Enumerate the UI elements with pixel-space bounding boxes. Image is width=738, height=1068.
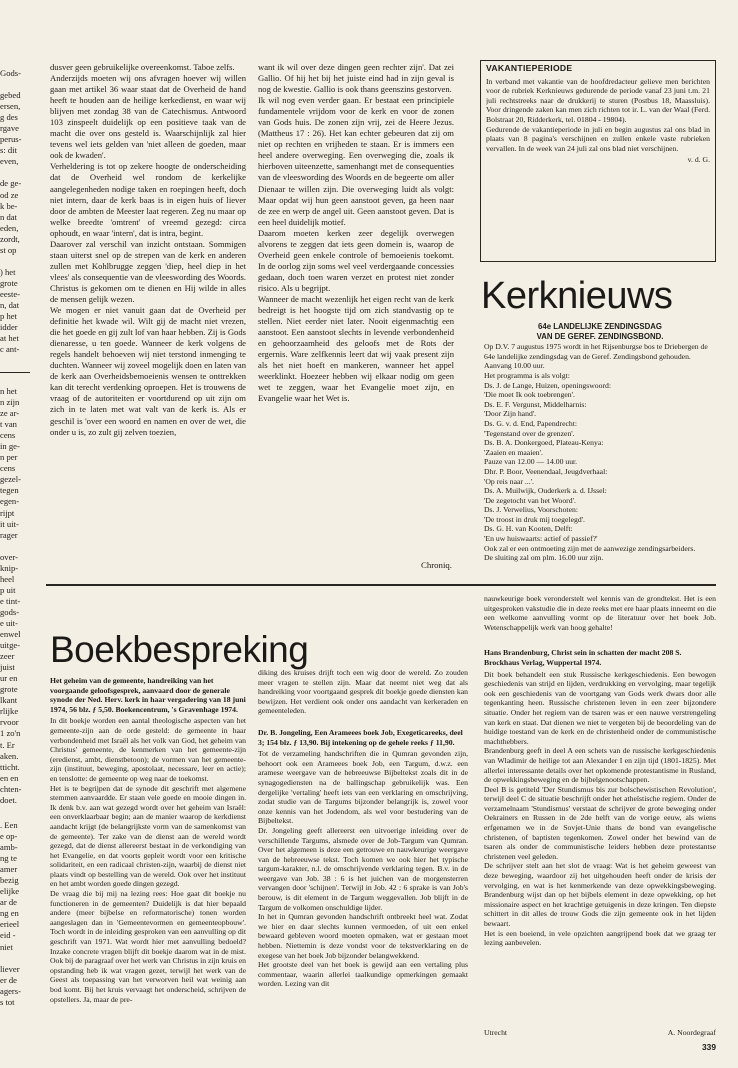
article-column-2-text: want ik wil over deze dingen geen rechter zijn'. Dat zei Gallio. Of hij het bij het juiste eind had in zijn geval is nog de kwestie. Gallio is ook thans geenszins gestorven. Ik wil nog even verder gaan. Er bestaat een principiele fundamentele vrijdom voor de kerk en voor de zonen van Gods huis. De zonen zijn vrij, zei de Heere Jezus. (Mattheus 17 : 26). Het kan echter gebeuren dat zij om niet op rechten en vrijheden te staan. Er is immers een heel andere overweging. Een overweging die, zoals ik hierboven uiteenzette, samenhangt met de consequenties van de vleeswording des Woords en de begeerte om aller Dienaar te willen zijn. Die overweging luidt als volgt: Maar opdat wij hun geen aanstoot geven, ga heen naar de zee en werp de angel uit. Geen aanstoot geven. Dat is een heel duidelijk motief. Daarom moeten kerken zeer degelijk overwegen alvorens te zeggen dat iets geen domein is, waarop de Overheid geen enkele controle of bemoeienis toekomt. In de oorlog zijn soms wel veel verdergaande concessies gedaan, doch toen waren verzet en protest niet zonder risico. Als u begrijpt. Wanneer de macht wezenlijk het eigen recht van de kerk bedreigt is het hoogste tijd om zich standvastig op te stellen. Niet eerder niet later. Nooit eigenmachtig een aanstoot. Een aanstoot slechts in levende verbondenheid en gehoorzaamheid des geloofs met de Rots der ergernis. Ware zelfkennis leert dat wij vaak present zijn als het niet hoeft en mankeren, wanneer het appel weerklinkt. Hoezeer hebben wij elkaar nodig om geen wet te zeggen, waar het Evangelie moet zijn, en Evangelie waar het Wet is.	[258, 62, 454, 404]
kerknieuws-subtitle: 64e LANDELIJKE ZENDINGSDAG VAN DE GEREF. ZENDINGSBOND.	[536, 322, 664, 341]
vacation-notice-content	[486, 64, 710, 258]
kerknieuws-body: Op D.V. 7 augustus 1975 wordt in het Rijsenburgse bos te Driebergen de 64e landelijke zendingsdag van de Geref. Zendingsbond gehouden. Aanvang 10.00 uur. Het programma is als volgt: Ds. J. de Lange, Huizen, openingswoord: 'Die moet Ik ook toebrengen'. Ds. E. F. Vergunst, Middelharnis: 'Door Zijn hand'. Ds. G. v. d. End, Papendrecht: 'Tegenstand over de grenzen'. Ds. B. A. Donkergoed, Plateau-Kenya: 'Zaaien en maaien'. Pauze van 12.00 — 14.00 uur. Dhr. P. Boor, Veenendaal, Jeugdverhaal: 'Op reis naar ...'. Ds. A. Muilwijk, Ouderkerk a. d. IJssel: 'De zegetocht van het Woord'. Ds. J. Verwelius, Voorschoten: 'De troost in druk mij toegelegd'. Ds. G. H. van Kooten, Delft: 'En uw huiswaarts: actief of passief?' Ook zal er een ontmoeting zijn met de aanwezige zendingsarbeiders. De sluiting zal om plm. 16.00 uur zijn.	[484, 342, 708, 563]
review-1-text-part-1: In dit boekje worden een aantal theologische aspecten van het gemeente-zijn aan de orde gesteld: de gemeente in haar verbondenheid met Israël als het volk van God, het geheim van Christus' gemeente, de kenmerken van het gemeente-zijn (eredienst, ambt, dienstbetoon); de vormen van het gemeente-zijn (instituut, beweging, apostolaat, necessare, leer en actie); en tenslotte: de gemeente op weg naar de toekomst. Het is te begrijpen dat de synode dit geschrift met algemene stemmen aanvaardde. Er staan vele goede en mooie dingen in. Ik denk b.v. aan wat gezegd wordt over het geheim van Israël: een onverklaarbaar begin; aan de manier waarop de kerkdienst aandacht krijgt (de belangrijkste vorm van de samenkomst van de gemeente). Ter zake van de dienst aan de wereld wordt gezegd, dat de dienst allereerst bestaat in de verkondiging van het Evangelie, en dat voorts gepleit wordt voor een kritische solidariteit, en een radicaal christen-zijn, waarbij de dienst niet plaats vindt op bestelling van de wereld. Ook over het instituut en het ambt worden goede dingen gezegd. De vraag die bij mij na lezing rees: Hoe gaat dit boekje nu functioneren in de gemeenten? Duidelijk is dat hier bepaald andere (meer bijbelse en reformatorische) tonen worden aangeslagen dan in 'Gemeentevormen en gemeenteopbouw'. Toch wordt in de inleiding gesproken van een aanvulling op dit geschrift van 1971. Wat wordt hier met aanvulling bedoeld? Inzake concrete vragen blijft dit boekje daarom wat in de mist. Ook bij de paragraaf over het werk van Christus in zijn kruis en opstanding heb ik wat vragen gezet, terwijl het werk van de Geest als toepassing van het verworven heil wat weinig aan bod komt. Bij het kruis vervaagt het onderscheid, schrijven de opstellers. Ja, maar de pre-	[50, 716, 246, 1004]
review-3-signature: A. Noordegraaf	[667, 1028, 716, 1037]
review-1-heading: Het geheim van de gemeente, handreiking van het voorgaande geloofsgesprek, aanvaard door de generale synode der Ned. Herv. kerk in haar vergadering van 18 juni 1974, 56 blz. ƒ 5,50. Boekencentrum, 's Gravenhage 1974.	[50, 676, 246, 714]
vacation-notice-title: VAKANTIEPERIODE	[486, 64, 573, 73]
review-2-text-part-1: Tot de verzameling handschriften die in Qumran gevonden zijn, behoort ook een Arameees boek Job, een Targum, d.w.z. een aramese weergave van de hebreeuwse Bijbeltekst zoals dit in de synagogediensten na de ballingschap gebruikelijk was. Een dergelijke 'vertaling' heeft iets van een verklaring en omschrijving, zodat studie van de Targums bijzonder belangrijk is, zowel voor onze kennis van het Jodendom, als wel voor bestudering van de Bijbeltekst. Dr. Jongeling geeft allereerst een uitvoerige inleiding over de verschillende Targums, alsmede over de Job-Targum van Qumran. Over het algemeen is deze een getrouwe en nauwkeurige weergave van de hebreeuwse tekst. Toch komen we ook hier het typische targum-karakter, n.l. de omschrijvende verklaring tegen. B.v. in de weergave van Job. 38 : 6 is het juichen van de morgensterren vervangen door 'schijnen'. Terwijl in Job. 42 : 6 sprake is van Job's berouw, is dit element in de Targum weggevallen. Job blijft in de Targum de volkomen onschuldige lijder. In het in Qumran gevonden handschrift ontbreekt heel wat. Zodat we hier en daar slechts kunnen vermoeden, of uit een enkel bewaard gebleven woord moeten opmaken, wat er gestaan moet hebben. Niettemin is deze vondst voor de tekstverklaring en de exegese van het boek Job bijzonder belangwekkend. Het grootste deel van het boek is gewijd aan een vertaling plus commentaar, waarin allerlei taalkundige opmerkingen gemaakt worden. Lezing van dit	[258, 749, 468, 989]
previous-page-fragment-middle: n het n zijn ze ar- t van cens in ge- n per cens gezel- tegen egen- rijpt it uit- rager over- knip- heel p uit e tint- gods- e uit- enwel uitge- zeer juist ur en grote lkant rlijke rvoor 1 zo'n t. Er aken. tticht. en en chten- doet.	[0, 386, 22, 805]
review-3-place: Utrecht	[484, 1028, 508, 1037]
article-signature: Chroniq.	[420, 560, 452, 570]
review-1-column-1	[50, 676, 246, 1036]
previous-page-fragment-top: Gods- gebed ersen, g des rgave perus- s: dit even, de ge- od ze k be- n dat eden, zordt, st op ) het grote eeste- n, dat p het idder at het c ant-	[0, 68, 22, 355]
kerknieuws-column	[484, 322, 716, 572]
review-3-text: Dit boek behandelt een stuk Russische kerkgeschiedenis. Een bewogen geschiedenis van strijd en lijden, verdrukking en vervolging, maar tegelijk ook een geschiedenis van de voortgang van Gods werk dwars door alle tegenkanting heen. Russische christenen leven in een zeer bijzondere situatie. Onder het regiem van de tsaren was er een nauwe verstrengeling van kerk en staat. Dat dienen we niet te vergeten bij de beoordeling van de huidige toestand van de kerk en de christenheid onder de communistische machthebbers. Brandenburg geeft in deel A een schets van de russische kerkgeschiedenis van Wladimir de heilige tot aan Alexander I en zijn tijd (1801-1825). Met allerlei interessante details over het opkomende protestantisme in Rusland, de opwekkingsbeweging en de bijbelgenootschappen. Deel B is getiteld 'Der Stundismus bis zur bolschewistischen Revolution', terwijl deel C de situatie beschrijft onder het atheïstische regiem. Onder de verzamelnaam 'Stundismus' verstaat de schrijver de grote beweging onder Oekrainers en Russen in de 2de helft van de vorige eeuw, als wiens erfgenamen we in de Sovjet-Unie thans de bond van evangelische christenen, of baptisten tegenkomen. Zowel onder het bewind van de tsaren als onder de communistische leiders hebben deze protestantse christenen veel geleden. De schrijver stelt aan het slot de vraag: Wat is het geheim geweest van deze beweging, waardoor zij het uitgehouden heeft onder de krisis der vervolging, en wat is het kenmerkende van deze opwekkingsbeweging. Brandenburg wijst dan op het bijbels element in deze opwekking, op het missionaire aspect en het krachtige getuigenis in deze kringen. Ten diepste schittert in dit alles de trouw Gods die zijn gemeente ook in het lijden bewaart. Het is een boeiend, in vele opzichten aangrijpend boek dat we graag ter lezing aanbevelen.	[484, 669, 716, 948]
stub-divider	[0, 372, 30, 373]
review-1-text-part-2: diking des kruises drijft toch een wig door de wereld. Zo zouden meer vragen te stellen zijn. Maar dat neemt niet weg dat als handreiking voor voortgaand gesprek dit boekje goede diensten kan bewijzen. Het verdient ook onder ons aandacht van kerkeraden en gemeenteleden.	[258, 668, 468, 716]
review-column-3	[484, 594, 716, 1030]
article-column-1-text: dusver geen gebruikelijke overeenkomst. Taboe zelfs. Anderzijds moeten wij ons afvragen hoever wij willen gaan met artikel 36 waar staat dat de Overheid de hand heeft te houden aan de heilige kerkedienst, en waar wij blijven met zondag 38 van de Catechismus. Antwoord 103 zinspeelt duidelijk op een positieve taak van de macht die over ons gesteld is. Waarschijnlijk zal hier tevens wel iets gelden van 'niet alleen de goeden, maar ook de kwaden'. Verheldering is tot op zekere hoogte de onderscheiding dat de Overheid wel rondom de kerkelijke aangelegenheden nodige taken en roepingen heeft, doch niet intern, daar de kerk baas is in eigen huis of liever door de ambten de Meester laat regeren. Zeg nu maar op welke breedte 'omtrent' of vreemd gezegd: circa ophoudt, en waar 'intern', dat is intra, begint. Daarover zal verschil van inzicht ontstaan. Sommigen staan uiterst snel op de strepen van de kerk en anderen zullen met Kohlbrugge zeggen 'diep, heel diep in het vlees' als consequentie van de vleeswording des Woords. Christus is gekomen om te dienen en Hij wilde in alles de mensen gelijk wezen. We mogen er niet vanuit gaan dat de Overheid per definitie het kwade wil. Wilt gij de macht niet vrezen, die het goede en gij zult lof van haar hebben. Zij is Gods dienaresse, u ten goede. Wanneer de kerk volgens de regels handelt behoeven wij niet terstond inmenging te duchten. Wanneer wij zoveel mogelijk doen en laten van de kerk aan Overheidsbemoeienis wensen te onttrekken kan dit terecht verdenking oproepen. Het is trouwens de vraag of de autoriteiten er voortdurend op uit zijn om zich in te laten met wat valt van de kerk is. Als er geschil is 'over een woord en namen en over de wet, die onder u is, zo zult gij zelven toezien,	[50, 62, 246, 437]
vacation-notice-signature: v. d. G.	[687, 155, 710, 165]
review-2-heading: Dr. B. Jongeling, Een Arameees boek Job, Exegeticareeks, deel 3; 154 blz. ƒ 13,90. Bij intekening op de gehele reeks ƒ 11,90.	[258, 727, 463, 747]
article-column-2	[258, 62, 454, 574]
previous-page-fragment-bottom: . Een e op- amb- ng te amer bezig elijke ar de ng en erieel eid - niet liever er de agers- s tot	[0, 820, 21, 1007]
review-column-2	[258, 668, 468, 1036]
review-3-heading: Hans Brandenburg, Christ sein in schatten der macht 208 S. Brockhaus Verlag, Wuppertal 1974.	[484, 648, 682, 667]
kerknieuws-heading: Kerknieuws	[481, 275, 673, 317]
page-number: 339	[702, 1042, 716, 1052]
review-2-text-part-2: nauwkeurige boek veronderstelt wel kennis van de grondtekst. Het is een uitgesproken vakstudie die in deze reeks met ere haar plaats inneemt en die een welkome aanvulling vormt op de literatuur over het boek Job. Wetenschappelijk werk van hoog gehalte!	[484, 594, 716, 632]
section-separator	[46, 584, 716, 586]
article-column-1	[50, 62, 246, 574]
boekbespreking-heading: Boekbespreking	[50, 629, 309, 670]
vacation-notice-body: In verband met vakantie van de hoofdredacteur gelieve men berichten voor de rubriek Kerknieuws gedurende de periode vanaf 23 juni t.m. 21 juli rechtstreeks naar de drukkerij te sturen (Postbus 18, Maassluis). Voor dringende zaken kan men zich richten tot ir. L. van der Waal (Ferd. Bolstraat 20, Ridderkerk, tel. 01804 - 19804). Gedurende de vakantieperiode in juli en begin augustus zal ons blad in plaats van 8 pagina's verschijnen en zullen enkele vaste rubrieken vervallen. In de week van 24 juli zal ons blad niet verschijnen.	[486, 76, 710, 153]
